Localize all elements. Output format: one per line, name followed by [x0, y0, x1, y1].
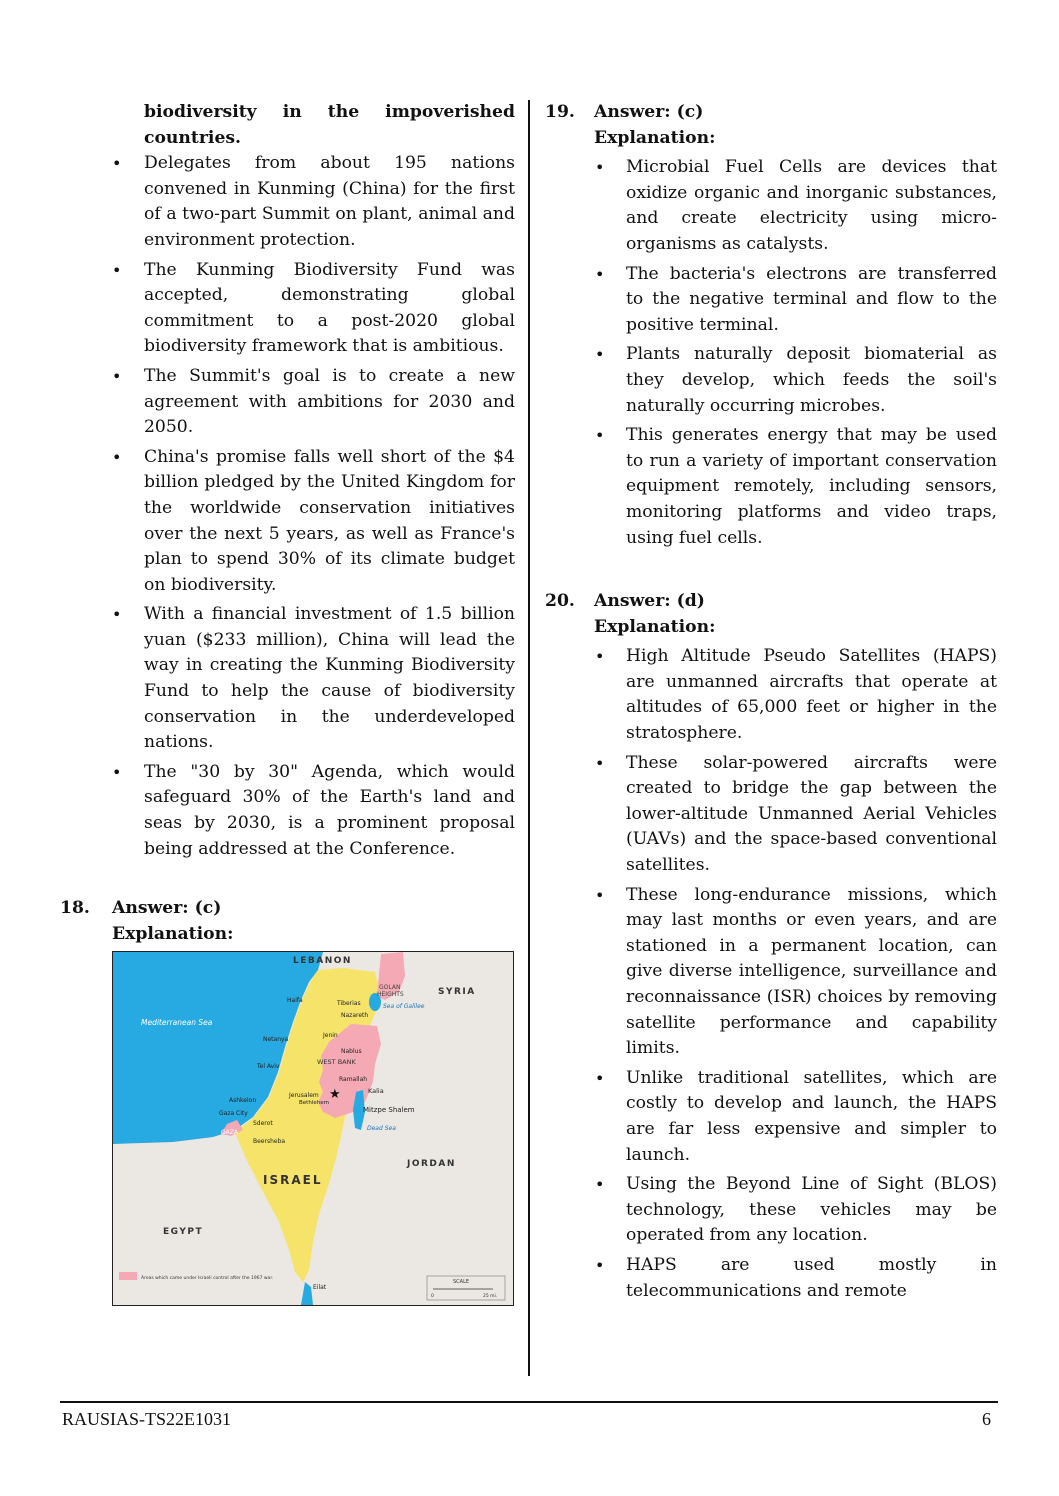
- city-gaza-city: Gaza City: [219, 1110, 248, 1118]
- label-gaza: GAZA: [221, 1129, 238, 1137]
- q20-bullet-list: [545, 644, 997, 1304]
- city-jenin: Jenin: [323, 1032, 338, 1040]
- list-item: • These long-endurance missions, which may last months or even years, and are stationed in a permanent location, can give diverse intelligence, surveillance and reconnaissance (ISR) choices by removing satellite performance and capability limits.: [545, 883, 997, 1062]
- list-item: • The Kunming Biodiversity Fund was accepted, demonstrating global commitment to a post-2020 global biodiversity framework that is ambitious.: [60, 258, 515, 360]
- city-haifa: Haifa: [287, 997, 303, 1005]
- list-item: • High Altitude Pseudo Satellites (HAPS) are unmanned aircrafts that operate at altitudes of 65,000 feet or higher in the stratosphere.: [545, 644, 997, 746]
- city-beersheba: Beersheba: [253, 1138, 286, 1146]
- list-item: • Delegates from about 195 nations convened in Kunming (China) for the first of a two-part Summit on plant, animal and environment protection.: [60, 151, 515, 253]
- city-bethlehem: Bethlehem: [299, 1100, 329, 1107]
- question-number: 18.: [60, 898, 90, 919]
- city-nazareth: Nazareth: [341, 1012, 369, 1020]
- city-nablus: Nablus: [341, 1048, 362, 1056]
- q19-answer: [545, 100, 997, 126]
- label-syria: SYRIA: [438, 987, 476, 998]
- label-lebanon: LEBANON: [293, 956, 352, 967]
- israel-map: [112, 951, 514, 1306]
- list-item: • This generates energy that may be used to run a variety of important conservation equipment remotely, including sensors, monitoring platforms and video traps, using fuel cells.: [545, 423, 997, 551]
- label-west-bank: WEST BANK: [317, 1058, 356, 1067]
- label-jordan: JORDAN: [407, 1159, 456, 1170]
- page-number: 6: [982, 1409, 991, 1429]
- list-item: • HAPS are used mostly in telecommunications and remote: [545, 1253, 997, 1304]
- explanation-heading: Explanation:: [594, 127, 716, 148]
- city-tiberias: Tiberias: [337, 1000, 361, 1008]
- scale-zero: 0: [431, 1294, 434, 1300]
- scale-max: 25 mi.: [483, 1294, 498, 1300]
- list-item: • China's promise falls well short of the $4 billion pledged by the United Kingdom for the worldwide conservation initiatives over the next 5 years, as well as France's plan to spend 30% of its climate budget on biodiversity.: [60, 445, 515, 599]
- answer-label: Answer: (d): [594, 591, 705, 612]
- explanation-heading: Explanation:: [594, 616, 716, 637]
- label-mediterranean: Mediterranean Sea: [141, 1018, 213, 1028]
- city-ramallah: Ramallah: [339, 1076, 368, 1084]
- question-number: 19.: [545, 102, 575, 122]
- label-egypt: EGYPT: [163, 1227, 204, 1238]
- footer-rule: [60, 1401, 998, 1403]
- q19-bullet-list: [545, 155, 997, 551]
- label-galilee: Sea of Galilee: [383, 1003, 425, 1011]
- continued-text: biodiversity in the impoverished countries.: [144, 102, 515, 148]
- answer-label: Answer: (c): [594, 102, 704, 122]
- city-jerusalem: Jerusalem: [289, 1092, 319, 1100]
- city-tel-aviv: Tel Aviv: [257, 1063, 280, 1071]
- jerusalem-star-icon: ★: [329, 1087, 341, 1103]
- label-israel: ISRAEL: [263, 1173, 323, 1188]
- list-item: • The bacteria's electrons are transferred to the negative terminal and flow to the positive terminal.: [545, 262, 997, 339]
- list-item: • Using the Beyond Line of Sight (BLOS) technology, these vehicles may be operated from any location.: [545, 1172, 997, 1249]
- list-item: • The "30 by 30" Agenda, which would safeguard 30% of the Earth's land and seas by 2030, is a prominent proposal being addressed at the Conference.: [60, 760, 515, 862]
- list-item: • These solar-powered aircrafts were created to bridge the gap between the lower-altitude Unmanned Aerial Vehicles (UAVs) and the space-based conventional satellites.: [545, 751, 997, 879]
- list-item: • Unlike traditional satellites, which are costly to develop and launch, the HAPS are far less expensive and simpler to launch.: [545, 1066, 997, 1168]
- label-heights: HEIGHTS: [377, 991, 404, 999]
- column-divider: [528, 100, 530, 1376]
- explanation-heading: Explanation:: [112, 923, 234, 944]
- list-item: • The Summit's goal is to create a new agreement with ambitions for 2030 and 2050.: [60, 364, 515, 441]
- label-dead-sea: Dead Sea: [367, 1125, 396, 1133]
- document-code: RAUSIAS-TS22E1031: [62, 1409, 232, 1429]
- map-svg: [113, 952, 513, 1305]
- list-item: • With a financial investment of 1.5 billion yuan ($233 million), China will lead the way in creating the Kunming Biodiversity Fund to help the cause of biodiversity conservation in the underdeveloped nations.: [60, 602, 515, 756]
- q20-answer: [545, 589, 997, 615]
- legend-text: Areas which came under Israeli control after the 1967 war.: [141, 1276, 274, 1282]
- list-item: • Plants naturally deposit biomaterial as they develop, which feeds the soil's naturally occurring microbes.: [545, 342, 997, 419]
- question-number: 20.: [545, 591, 575, 612]
- city-sderot: Sderot: [253, 1120, 273, 1128]
- city-kalia: Kalia: [368, 1087, 384, 1096]
- q18-answer: [60, 896, 515, 922]
- right-column: [545, 100, 997, 1308]
- q17-bullet-list: [60, 151, 515, 862]
- legend-swatch: [119, 1272, 137, 1280]
- city-eilat: Eilat: [313, 1284, 327, 1292]
- label-golan: GOLAN: [379, 984, 401, 992]
- city-ashkelon: Ashkelon: [229, 1097, 257, 1105]
- city-mitzpe-shalem: Mitzpe Shalem: [363, 1106, 415, 1115]
- city-netanya: Netanya: [263, 1036, 289, 1044]
- list-item: • Microbial Fuel Cells are devices that oxidize organic and inorganic substances, and create electricity using micro-organisms as catalysts.: [545, 155, 997, 257]
- scale-title: SCALE: [453, 1279, 470, 1286]
- answer-label: Answer: (c): [112, 898, 222, 919]
- left-column: [60, 100, 515, 1306]
